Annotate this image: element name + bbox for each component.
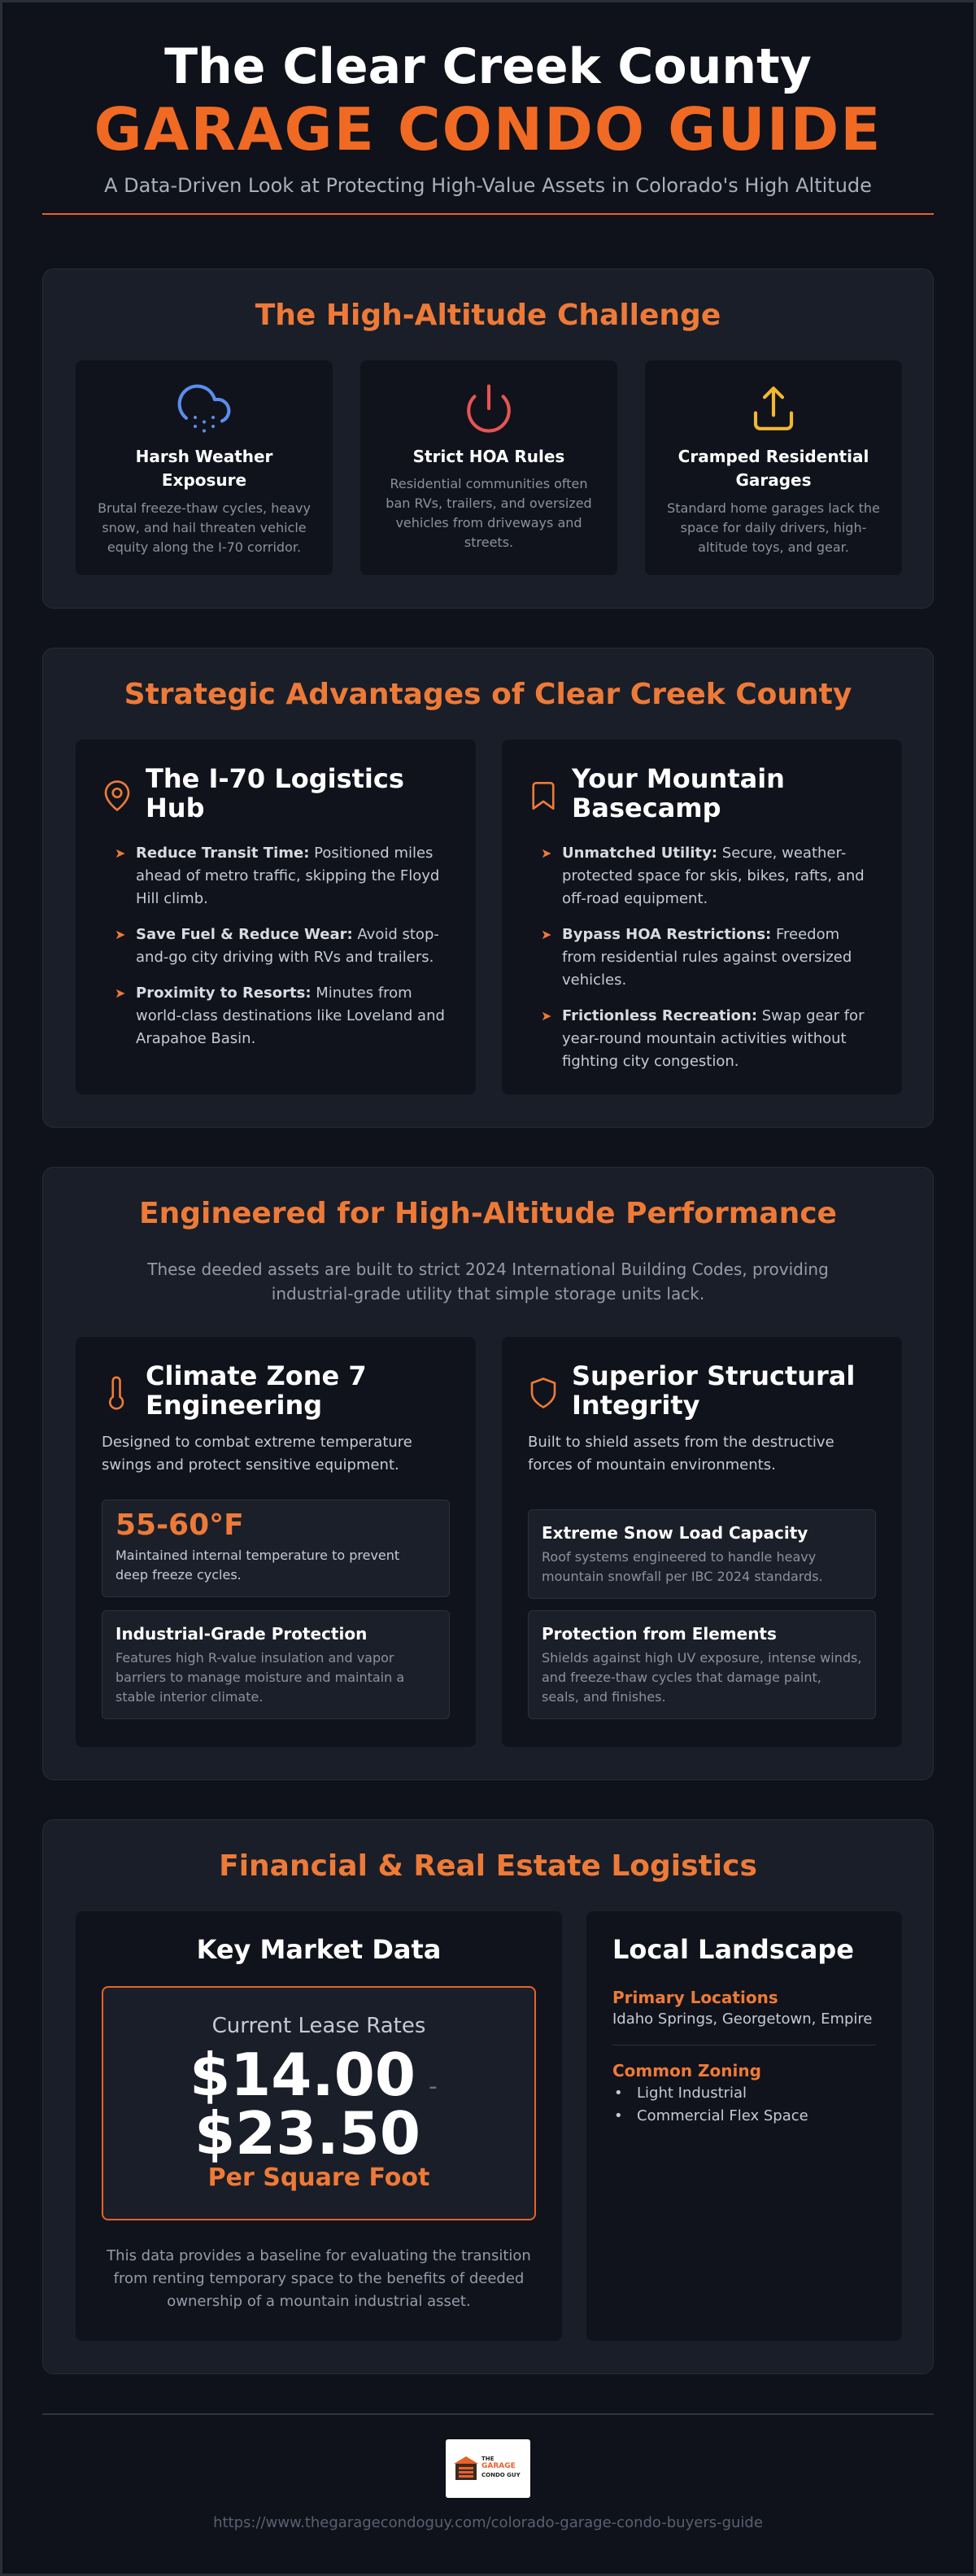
structural-integrity-card [502,1337,902,1747]
logistics-hub-card [76,740,476,1094]
climate-zone-title: Climate Zone 7 Engineering [146,1360,367,1421]
market-data-title: Key Market Data [196,1934,442,1965]
lease-rate-separator: - [429,2072,438,2101]
logo-text-the: THE [481,2456,495,2462]
lease-rate-label: Current Lease Rates [211,2014,426,2038]
challenge-card-title: Strict HOA Rules [412,447,565,466]
challenge-card-desc: Standard home garages lack the space for daily drivers, high-altitude toys, and gear. [667,500,880,555]
cloud-snow-icon [177,382,231,435]
market-data-card [76,1911,562,2341]
thermometer-icon [100,1376,134,1410]
mountain-basecamp-title: Your Mountain Basecamp [572,763,785,823]
snow-load-box [528,1509,876,1599]
temperature-box [102,1500,450,1597]
arrow-icon: ➤ [115,985,126,1001]
temperature-value: 55-60°F [115,1508,244,1542]
arrow-icon: ➤ [115,927,126,942]
industrial-protection-title: Industrial-Grade Protection [115,1624,368,1644]
climate-zone-desc: Designed to combat extreme temperature swings and protect sensitive equipment. [102,1434,412,1474]
elements-protection-desc: Shields against high UV exposure, intense winds, and freeze-thaw cycles that damage paint, seals, and finishes. [542,1650,862,1705]
lease-rate-high: $23.50 [194,2099,420,2168]
arrow-icon: ➤ [541,927,552,942]
primary-locations-value: Idaho Springs, Georgetown, Empire [612,2011,873,2028]
advantages-title: Strategic Advantages of Clear Creek County [124,678,852,711]
lease-rate-box [102,1986,536,2220]
list-item: ➤ Bypass HOA Restrictions: Freedom from residential rules against oversized vehicles. [541,923,874,992]
local-landscape-title: Local Landscape [612,1934,854,1965]
challenge-card-title: Cramped Residential Garages [678,447,869,490]
list-item: ➤ Frictionless Recreation: Swap gear for year-round mountain activities without fighting city congestion. [541,1005,874,1073]
engineering-title: Engineered for High-Altitude Performance [139,1197,837,1230]
challenge-title: The High-Altitude Challenge [255,299,721,332]
challenge-card-desc: Brutal freeze-thaw cycles, heavy snow, and hail threaten vehicle equity along the I-70 corridor. [98,500,311,555]
logistics-hub-list [115,842,448,1063]
climate-zone-card [76,1337,476,1747]
engineering-section [42,1167,934,1780]
garage-icon [452,2454,480,2482]
page-title-line2: GARAGE CONDO GUIDE [94,95,882,164]
map-pin-icon [100,779,134,813]
primary-locations-label: Primary Locations [612,1988,778,2007]
challenge-card-weather [76,360,333,575]
list-item: ➤ Proximity to Resorts: Minutes from world-class destinations like Loveland and Arapahoe Basin. [115,982,448,1050]
local-landscape-card [586,1911,902,2341]
challenge-card-title: Harsh Weather Exposure [135,447,273,490]
mountain-basecamp-card [502,740,902,1094]
mountain-basecamp-list [541,842,874,1086]
logo-text-garage: GARAGE [481,2462,516,2470]
advantages-section [42,648,934,1128]
arrow-icon: ➤ [541,845,552,861]
snow-load-desc: Roof systems engineered to handle heavy mountain snowfall per IBC 2024 standards. [542,1549,823,1584]
financial-title: Financial & Real Estate Logistics [219,1849,757,1883]
bookmark-icon [526,779,560,813]
list-item: ➤ Unmatched Utility: Secure, weather-protected space for skis, bikes, rafts, and off-road equipment. [541,842,874,910]
footer-divider [42,2413,934,2415]
structural-integrity-title: Superior Structural Integrity [572,1360,856,1421]
lease-rate-unit: Per Square Foot [207,2163,430,2192]
header-divider [42,213,934,215]
list-item: • Light Industrial [612,2082,808,2105]
logo-text-condo-guy: CONDO GUY [481,2472,521,2478]
list-item: ➤ Save Fuel & Reduce Wear: Avoid stop-and-go city driving with RVs and trailers. [115,923,448,969]
list-item: • Commercial Flex Space [612,2105,808,2128]
market-data-footnote: This data provides a baseline for evaluating the transition from renting temporary space to the benefits of deeded ownership of a mountain industrial asset. [107,2247,531,2310]
challenge-card-hoa [360,360,617,575]
landscape-divider [612,2045,876,2046]
challenge-card-desc: Residential communities often ban RVs, trailers, and oversized vehicles from driveways and streets. [386,476,592,550]
financial-section [42,1819,934,2374]
page-subtitle: A Data-Driven Look at Protecting High-Value Assets in Colorado's High Altitude [104,174,872,197]
lease-rate-low: $14.00 [190,2041,416,2109]
arrow-icon: ➤ [115,845,126,861]
shield-icon [526,1376,560,1410]
footer-url[interactable]: https://www.thegaragecondoguy.com/colorado-garage-condo-buyers-guide [213,2514,763,2531]
structural-integrity-desc: Built to shield assets from the destructive forces of mountain environments. [528,1434,834,1474]
engineering-intro: These deeded assets are built to strict 2024 International Building Codes, providing industrial-grade utility that simple storage units lack. [147,1260,829,1303]
common-zoning-label: Common Zoning [612,2061,761,2080]
zoning-list [612,2082,808,2128]
upload-tray-icon [747,382,800,435]
power-icon [462,382,516,435]
industrial-protection-box [102,1610,450,1719]
arrow-icon: ➤ [541,1008,552,1024]
snow-load-title: Extreme Snow Load Capacity [542,1523,808,1543]
garage-condo-guy-logo[interactable] [446,2439,530,2498]
temperature-desc: Maintained internal temperature to prevent deep freeze cycles. [115,1548,400,1583]
logistics-hub-title: The I-70 Logistics Hub [146,763,404,823]
challenge-card-garages [645,360,902,575]
page-title-line1: The Clear Creek County [164,38,812,95]
elements-protection-box [528,1610,876,1719]
industrial-protection-desc: Features high R-value insulation and vapor barriers to manage moisture and maintain a stable interior climate. [115,1650,405,1705]
elements-protection-title: Protection from Elements [542,1624,777,1644]
list-item: ➤ Reduce Transit Time: Positioned miles ahead of metro traffic, skipping the Floyd Hill climb. [115,842,448,910]
challenge-section [42,269,934,609]
